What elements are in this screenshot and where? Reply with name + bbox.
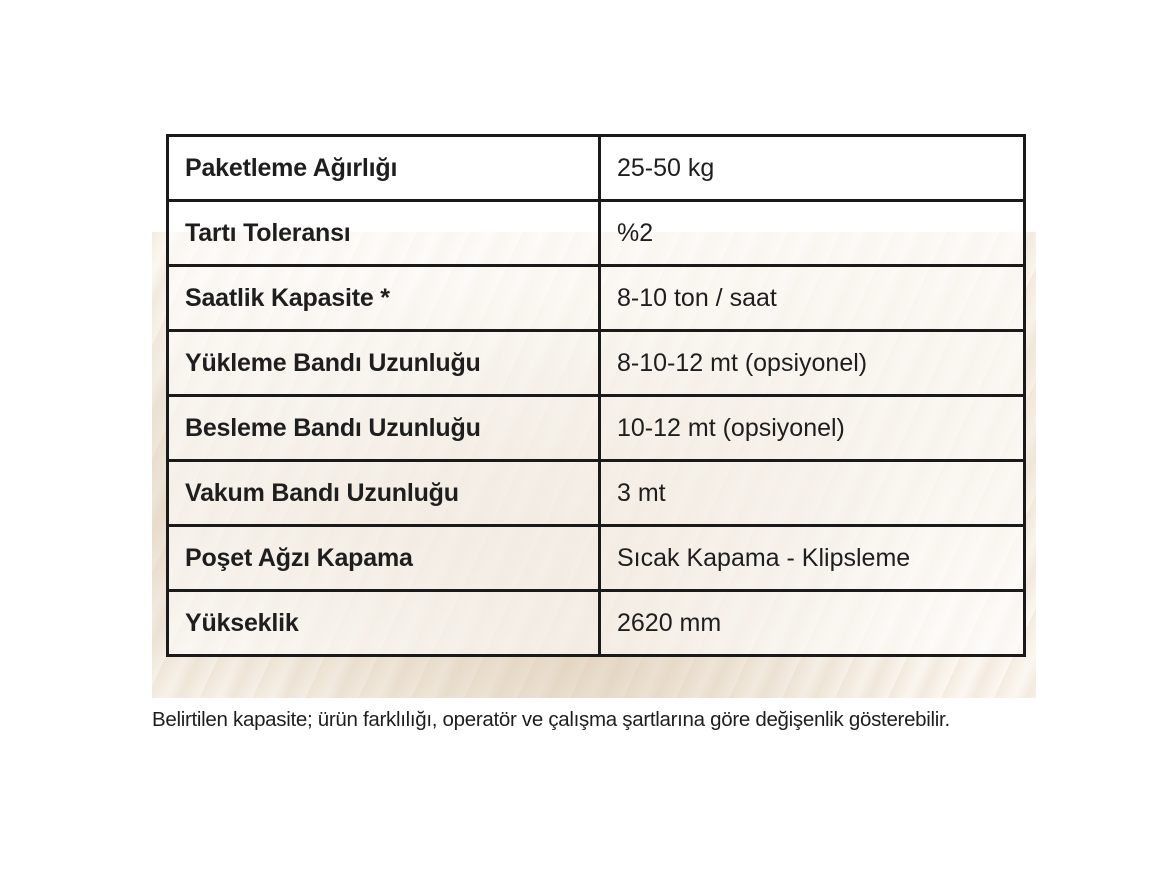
- spec-value: 8-10 ton / saat: [600, 266, 1025, 331]
- spec-label: Saatlik Kapasite *: [168, 266, 600, 331]
- table-row: [168, 461, 1025, 526]
- table-row: [168, 331, 1025, 396]
- spec-label: Vakum Bandı Uzunluğu: [168, 461, 600, 526]
- spec-value: %2: [600, 201, 1025, 266]
- spec-value: 3 mt: [600, 461, 1025, 526]
- spec-label: Yükleme Bandı Uzunluğu: [168, 331, 600, 396]
- table-row: [168, 201, 1025, 266]
- table-row: [168, 136, 1025, 201]
- spec-label: Paketleme Ağırlığı: [168, 136, 600, 201]
- spec-value: 8-10-12 mt (opsiyonel): [600, 331, 1025, 396]
- spec-value: 25-50 kg: [600, 136, 1025, 201]
- table-row: [168, 526, 1025, 591]
- table-row: [168, 396, 1025, 461]
- spec-value: 2620 mm: [600, 591, 1025, 656]
- table-row: [168, 266, 1025, 331]
- spec-value: Sıcak Kapama - Klipsleme: [600, 526, 1025, 591]
- spec-label: Yükseklik: [168, 591, 600, 656]
- spec-label: Besleme Bandı Uzunluğu: [168, 396, 600, 461]
- table-row: [168, 591, 1025, 656]
- spec-label: Tartı Toleransı: [168, 201, 600, 266]
- spec-value: 10-12 mt (opsiyonel): [600, 396, 1025, 461]
- spec-label: Poşet Ağzı Kapama: [168, 526, 600, 591]
- specification-table: [166, 134, 1026, 657]
- capacity-footnote: Belirtilen kapasite; ürün farklılığı, operatör ve çalışma şartlarına göre değişenlik gösterebilir.: [152, 708, 950, 731]
